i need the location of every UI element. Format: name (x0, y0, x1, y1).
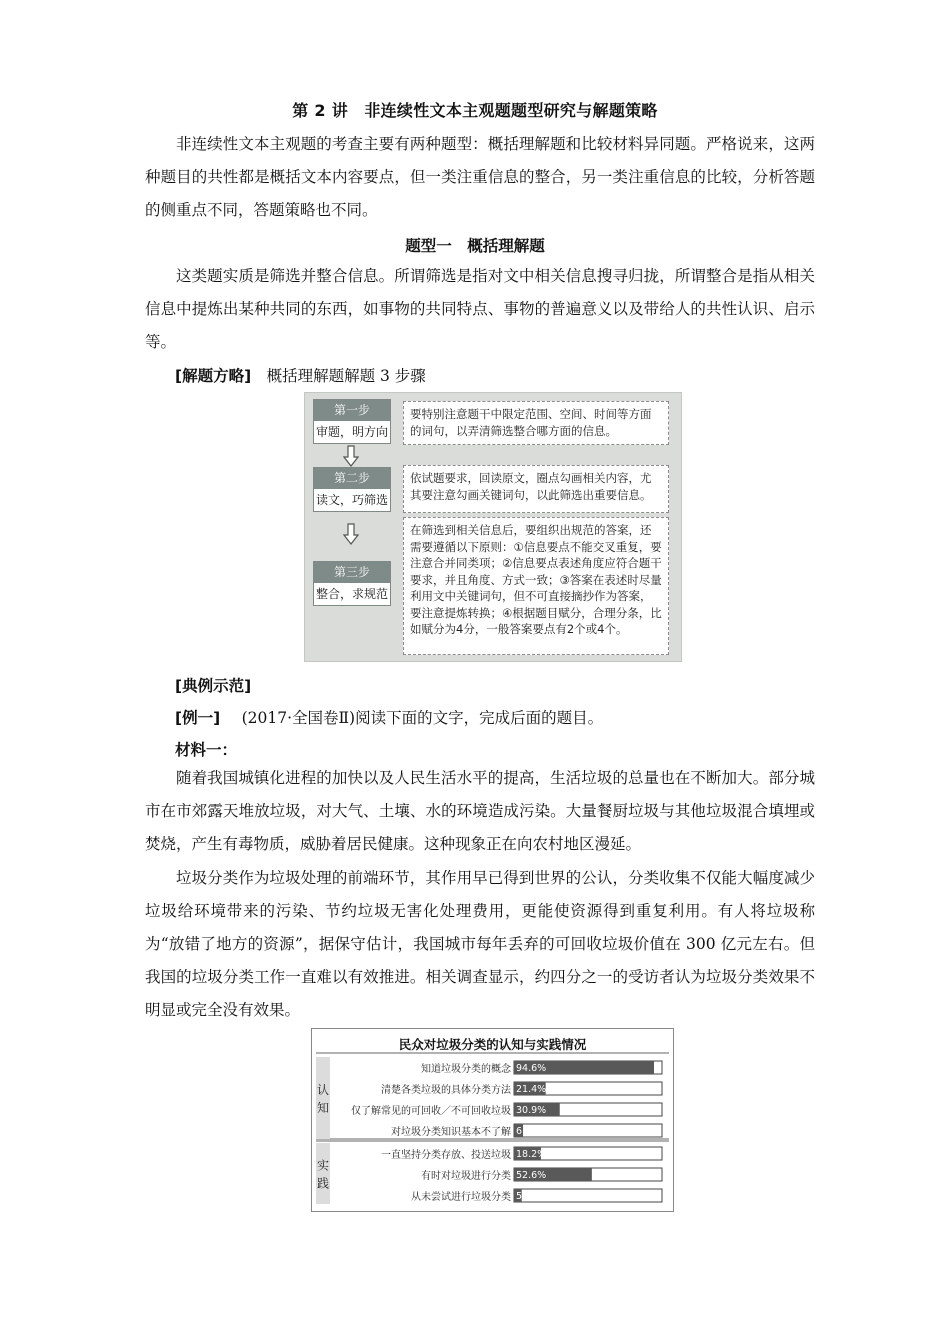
category-label: 对垃圾分类知识基本不了解 (391, 1127, 511, 1138)
group-label: 认 (316, 1083, 330, 1097)
category-label: 一直坚持分类存放、投送垃圾 (381, 1150, 511, 1161)
step-3-body: 整合，求规范 (315, 587, 388, 601)
step-2-body: 读文，巧筛选 (315, 493, 388, 507)
category-label: 知道垃圾分类的概念 (421, 1064, 511, 1075)
data-label: 21.4% (516, 1084, 547, 1095)
example1-text: (2017·全国卷Ⅱ)阅读下面的文字，完成后面的题目。 (241, 709, 604, 727)
step-3-box (313, 561, 391, 606)
step-2-head: 第二步 (314, 468, 390, 489)
section-paragraph: 这类题实质是筛选并整合信息。所谓筛选是指对文中相关信息搜寻归拢，所谓整合是指从相关信息中提炼出某种共同的东西，如事物的共同特点、事物的普遍意义以及带给人的共性认识、启示等。 (145, 267, 815, 351)
data-label: 6.1% (516, 1126, 541, 1137)
data-label: 5.2% (516, 1191, 541, 1202)
group-label: 实 (316, 1158, 330, 1173)
step-2-text: 依试题要求，回读原文，圈点勾画相关内容，尤其要注意勾画关键词句，以此筛选出重要信息。 (403, 465, 669, 513)
chart-title: 民众对垃圾分类的认知与实践情况 (398, 1037, 587, 1052)
material1-paragraph-1: 随着我国城镇化进程的加快以及人民生活水平的提高，生活垃圾的总量也在不断加大。部分城市在市郊露天堆放垃圾，对大气、土壤、水的环境造成污染。大量餐厨垃圾与其他垃圾混合填埋或焚烧，产生有毒物质，威胁着居民健康。这种现象正在向农村地区漫延。 (145, 769, 815, 853)
step-2-box (313, 467, 391, 512)
category-label: 有时对垃圾进行分类 (421, 1171, 511, 1182)
data-label: 94.6% (516, 1063, 547, 1074)
survey-chart (311, 1028, 674, 1212)
step-3-text: 在筛选到相关信息后，要组织出规范的答案，还需要遵循以下原则：①信息要点不能交叉重复，要注意合并同类项；②信息要点表述角度应符合题干要求，并且角度、方式一致；③答案在表述时尽量利用文中关键词句，但不可直接摘抄作为答案，要注意提炼转换；④根据题目赋分，合理分条，比如赋分为4分，一般答案要点有2个或4个。 (403, 517, 669, 655)
material1-paragraph-2: 垃圾分类作为垃圾处理的前端环节，其作用早已得到世界的公认，分类收集不仅能大幅度减少垃圾给环境带来的污染、节约垃圾无害化处理费用，更能使资源得到重复利用。有人将垃圾称为“放错了地方的资源”，据保守估计，我国城市每年丢弃的可回收垃圾价值在 300 亿元左右。但我国的垃圾分类工作一直难以有效推进。相关调查显示，约四分之一的受访者认为垃圾分类效果不明显或完全没有效果。 (145, 869, 815, 1019)
method-text: 概括理解题解题 3 步骤 (266, 367, 426, 385)
example1-heading (175, 706, 603, 728)
example-heading: [典例示范] (175, 677, 252, 695)
steps-diagram (304, 392, 682, 662)
step-1-text: 要特别注意题干中限定范围、空间、时间等方面的词句，以弄清筛选整合哪方面的信息。 (403, 401, 669, 445)
group-label: 知 (316, 1101, 330, 1115)
step-1-head: 第一步 (314, 400, 390, 421)
chart-plot (312, 1029, 673, 1211)
method-heading (175, 364, 426, 386)
down-arrow-icon (343, 523, 359, 545)
group-label: 践 (316, 1176, 330, 1191)
intro-paragraph: 非连续性文本主观题的考查主要有两种题型：概括理解题和比较材料异同题。严格说来，这两种题目的共性都是概括文本内容要点，但一类注重信息的整合，另一类注重信息的比较，分析答题的侧重点不同，答题策略也不同。 (145, 135, 815, 219)
data-label: 18.2% (516, 1149, 547, 1160)
category-label: 仅了解常见的可回收／不可回收垃圾 (351, 1106, 511, 1117)
category-label: 清楚各类垃圾的具体分类方法 (381, 1085, 511, 1096)
example1-label: [例一] (175, 709, 221, 727)
category-label: 从未尝试进行垃圾分类 (411, 1192, 511, 1203)
section-title: 题型一 概括理解题 (405, 237, 545, 255)
step-3-head: 第三步 (314, 562, 390, 583)
step-1-body: 审题，明方向 (315, 425, 388, 439)
lecture-title: 第 2 讲 非连续性文本主观题题型研究与解题策略 (292, 101, 658, 120)
group-label-band (316, 1143, 330, 1204)
down-arrow-icon (343, 445, 359, 467)
material1-label: 材料一： (175, 741, 238, 759)
step-1-box (313, 399, 391, 444)
method-label: [解题方略] (175, 367, 252, 385)
data-label: 30.9% (516, 1105, 547, 1116)
group-label-band (316, 1057, 330, 1139)
data-label: 52.6% (516, 1170, 547, 1181)
